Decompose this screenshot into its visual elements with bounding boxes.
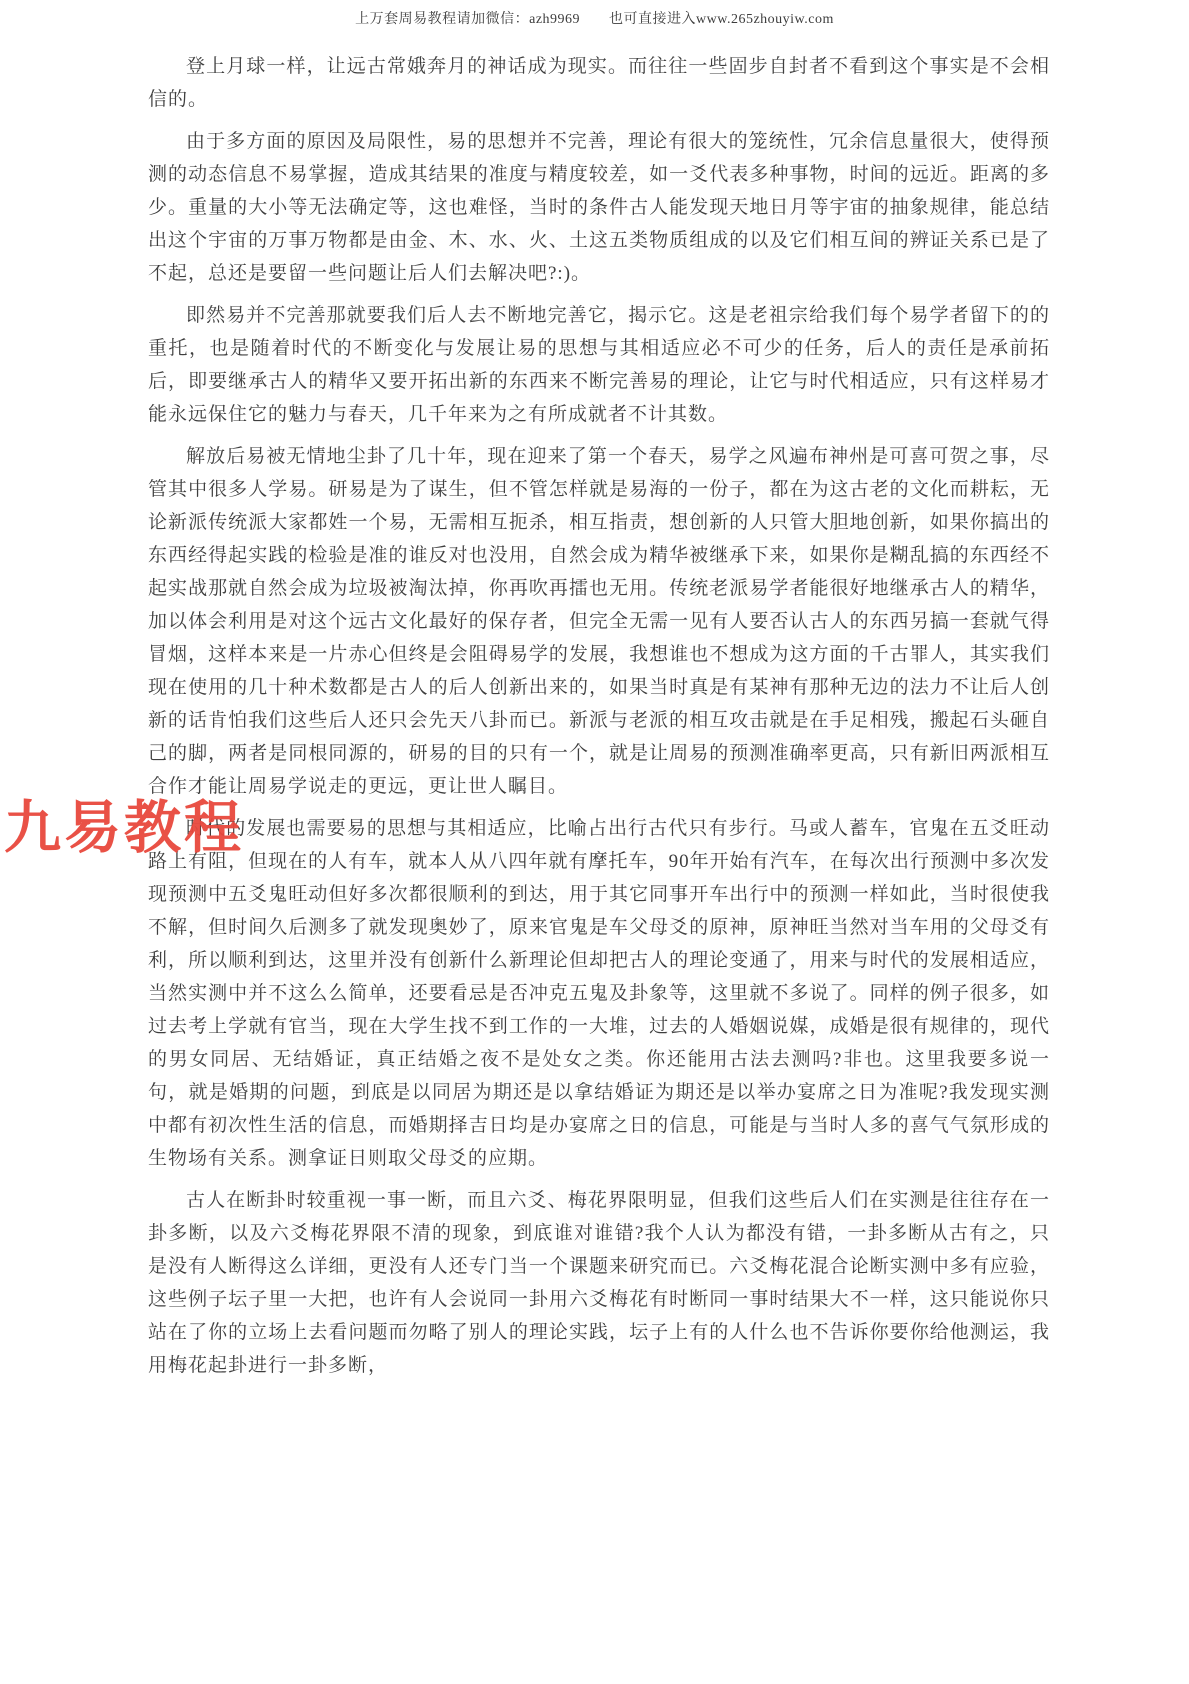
header-note: 上万套周易教程请加微信：azh9969 也可直接进入www.265zhouyiw.com: [355, 12, 834, 27]
paragraph: 登上月球一样，让远古常娥奔月的神话成为现实。而往往一些固步自封者不看到这个事实是不会相信的。: [148, 56, 1050, 110]
paragraph: 解放后易被无情地尘卦了几十年，现在迎来了第一个春天，易学之风遍布神州是可喜可贺之事，尽管其中很多人学易。研易是为了谋生，但不管怎样就是易海的一份子，都在为这古老的文化而耕耘，无论新派传统派大家都姓一个易，无需相互扼杀，相互指责，想创新的人只管大胆地创新，如果你搞出的东西经得起实践的检验是准的谁反对也没用，自然会成为精华被继承下来，如果你是糊乱搞的东西经不起实战那就自然会成为垃圾被淘汰掉，你再吹再擂也无用。传统老派易学者能很好地继承古人的精华，加以体会利用是对这个远古文化最好的保存者，但完全无需一见有人要否认古人的东西另搞一套就气得冒烟，这样本来是一片赤心但终是会阻碍易学的发展，我想谁也不想成为这方面的千古罪人，其实我们现在使用的几十种术数都是古人的后人创新出来的，如果当时真是有某神有那种无边的法力不让后人创新的话肯怕我们这些后人还只会先天八卦而已。新派与老派的相互攻击就是在手足相残，搬起石头砸自己的脚，两者是同根同源的，研易的目的只有一个，就是让周易的预测准确率更高，只有新旧两派相互合作才能让周易学说走的更远，更让世人瞩目。: [148, 446, 1050, 797]
paragraph: 即然易并不完善那就要我们后人去不断地完善它，揭示它。这是老祖宗给我们每个易学者留下的的重托，也是随着时代的不断变化与发展让易的思想与其相适应必不可少的任务，后人的责任是承前拓后，即要继承古人的精华又要开拓出新的东西来不断完善易的理论，让它与时代相适应，只有这样易才能永远保住它的魅力与春天，几千年来为之有所成就者不计其数。: [148, 305, 1050, 425]
paragraph: 时代的发展也需要易的思想与其相适应，比喻占出行古代只有步行。马或人蓄车，官鬼在五爻旺动路上有阻，但现在的人有车，就本人从八四年就有摩托车，90年开始有汽车，在每次出行预测中多次发现预测中五爻鬼旺动但好多次都很顺利的到达，用于其它同事开车出行中的预测一样如此，当时很使我不解，但时间久后测多了就发现奥妙了，原来官鬼是车父母爻的原神，原神旺当然对当车用的父母爻有利，所以顺利到达，这里并没有创新什么新理论但却把古人的理论变通了，用来与时代的发展相适应，当然实测中并不这么么简单，还要看忌是否冲克五鬼及卦象等，这里就不多说了。同样的例子很多，如过去考上学就有官当，现在大学生找不到工作的一大堆，过去的人婚姻说媒，成婚是很有规律的，现代的男女同居、无结婚证，真正结婚之夜不是处女之类。你还能用古法去测吗?非也。这里我要多说一句，就是婚期的问题，到底是以同居为期还是以拿结婚证为期还是以举办宴席之日为准呢?我发现实测中都有初次性生活的信息，而婚期择吉日均是办宴席之日的信息，可能是与当时人多的喜气气氛形成的生物场有关系。测拿证日则取父母爻的应期。: [148, 818, 1050, 1169]
content: [148, 50, 1050, 1391]
paragraph: 由于多方面的原因及局限性，易的思想并不完善，理论有很大的笼统性，冗余信息量很大，使得预测的动态信息不易掌握，造成其结果的准度与精度较差，如一爻代表多种事物，时间的远近。距离的多少。重量的大小等无法确定等，这也难怪，当时的条件古人能发现天地日月等宇宙的抽象规律，能总结出这个宇宙的万事万物都是由金、木、水、火、土这五类物质组成的以及它们相互间的辨证关系已是了不起，总还是要留一些问题让后人们去解决吧?:)。: [148, 131, 1050, 284]
watermark-text: 九易教程: [4, 796, 244, 860]
paragraph: 古人在断卦时较重视一事一断，而且六爻、梅花界限明显，但我们这些后人们在实测是往往存在一卦多断，以及六爻梅花界限不清的现象，到底谁对谁错?我个人认为都没有错，一卦多断从古有之，只是没有人断得这么详细，更没有人还专门当一个课题来研究而已。六爻梅花混合论断实测中多有应验，这些例子坛子里一大把，也许有人会说同一卦用六爻梅花有时断同一事时结果大不一样，这只能说你只站在了你的立场上去看问题而勿略了别人的理论实践，坛子上有的人什么也不告诉你要你给他测运，我用梅花起卦进行一卦多断，: [148, 1190, 1050, 1376]
